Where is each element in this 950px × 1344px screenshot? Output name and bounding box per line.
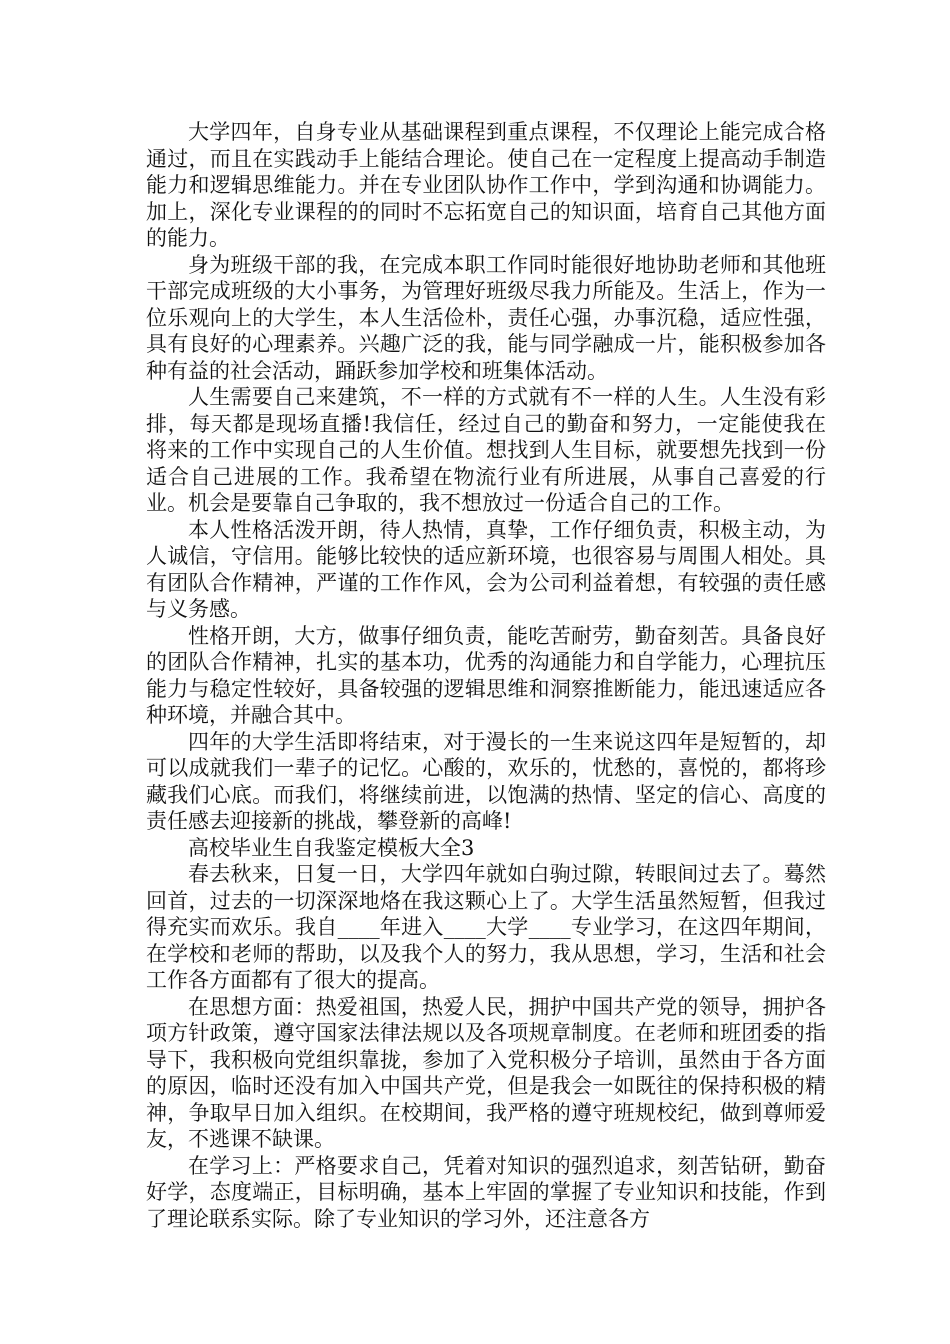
section-title: 高校毕业生自我鉴定模板大全3 [188,835,475,860]
paragraph-life-goals: 人生需要自己来建筑，不一样的方式就有不一样的人生。人生没有彩排，每天都是现场直播!我信任，经过自己的勤奋和努力，一定能使我在将来的工作中实现自己的人生价值。想找到人生目标，就要想先找到一份适合自己进展的工作。我希望在物流行业有所进展，从事自己喜爱的行业。机会是要靠自己争取的，我不想放过一份适合自己的工作。 [146,385,826,515]
paragraph-thought: 在思想方面：热爱祖国，热爱人民，拥护中国共产党的领导，拥护各项方针政策，遵守国家法律法规以及各项规章制度。在老师和班团委的指导下，我积极向党组织靠拢，参加了入党积极分子培训，虽然由于各方面的原因，临时还没有加入中国共产党，但是我会一如既往的保持积极的精神，争取早日加入组织。在校期间，我严格的遵守班规校纪，做到尊师爱友，不逃课不缺课。 [146,994,826,1151]
document-page [146,119,826,1232]
paragraph-study: 大学四年，自身专业从基础课程到重点课程，不仅理论上能完成合格通过，而且在实践动手上能结合理论。使自己在一定程度上提高动手制造能力和逻辑思维能力。并在专业团队协作工作中，学到沟通和协调能力。加上，深化专业课程的的同时不忘拓宽自己的知识面，培育自己其他方面的能力。 [146,120,826,250]
paragraph-personality: 本人性格活泼开朗，待人热情，真挚，工作仔细负责，积极主动，为人诚信，守信用。能够比较快的适应新环境，也很容易与周围人相处。具有团队合作精神，严谨的工作作风，会为公司利益着想，有较强的责任感与义务感。 [146,517,826,621]
paragraph-farewell: 四年的大学生活即将结束，对于漫长的一生来说这四年是短暂的，却可以成就我们一辈子的记忆。心酸的，欢乐的，忧愁的，喜悦的，都将珍藏我们心底。而我们，将继续前进，以饱满的热情、坚定的信心、高度的责任感去迎接新的挑战，攀登新的高峰! [146,729,826,833]
paragraph-character: 性格开朗，大方，做事仔细负责，能吃苦耐劳，勤奋刻苦。具备良好的团队合作精神，扎实的基本功，优秀的沟通能力和自学能力，心理抗压能力与稳定性较好，具备较强的逻辑思维和洞察推断能力，能迅速适应各种环境，并融合其中。 [146,623,826,727]
paragraph-learning: 在学习上：严格要求自己，凭着对知识的强烈追求，刻苦钻研，勤奋好学，态度端正，目标明确，基本上牢固的掌握了专业知识和技能，作到了理论联系实际。除了专业知识的学习外，还注意各方 [146,1153,826,1231]
paragraph-four-years: 春去秋来，日复一日，大学四年就如白驹过隙，转眼间过去了。蓦然回首，过去的一切深深地烙在我这颗心上了。大学生活虽然短暂，但我过得充实而欢乐。我自____年进入____大学____专业学习，在这四年期间，在学校和老师的帮助，以及我个人的努力，我从思想，学习，生活和社会工作各方面都有了很大的提高。 [146,862,826,992]
paragraph-class-cadre: 身为班级干部的我，在完成本职工作同时能很好地协助老师和其他班干部完成班级的大小事务，为管理好班级尽我力所能及。生活上，作为一位乐观向上的大学生，本人生活俭朴，责任心强，办事沉稳，适应性强，具有良好的心理素养。兴趣广泛的我，能与同学融成一片，能积极参加各种有益的社会活动，踊跃参加学校和班集体活动。 [146,252,826,383]
